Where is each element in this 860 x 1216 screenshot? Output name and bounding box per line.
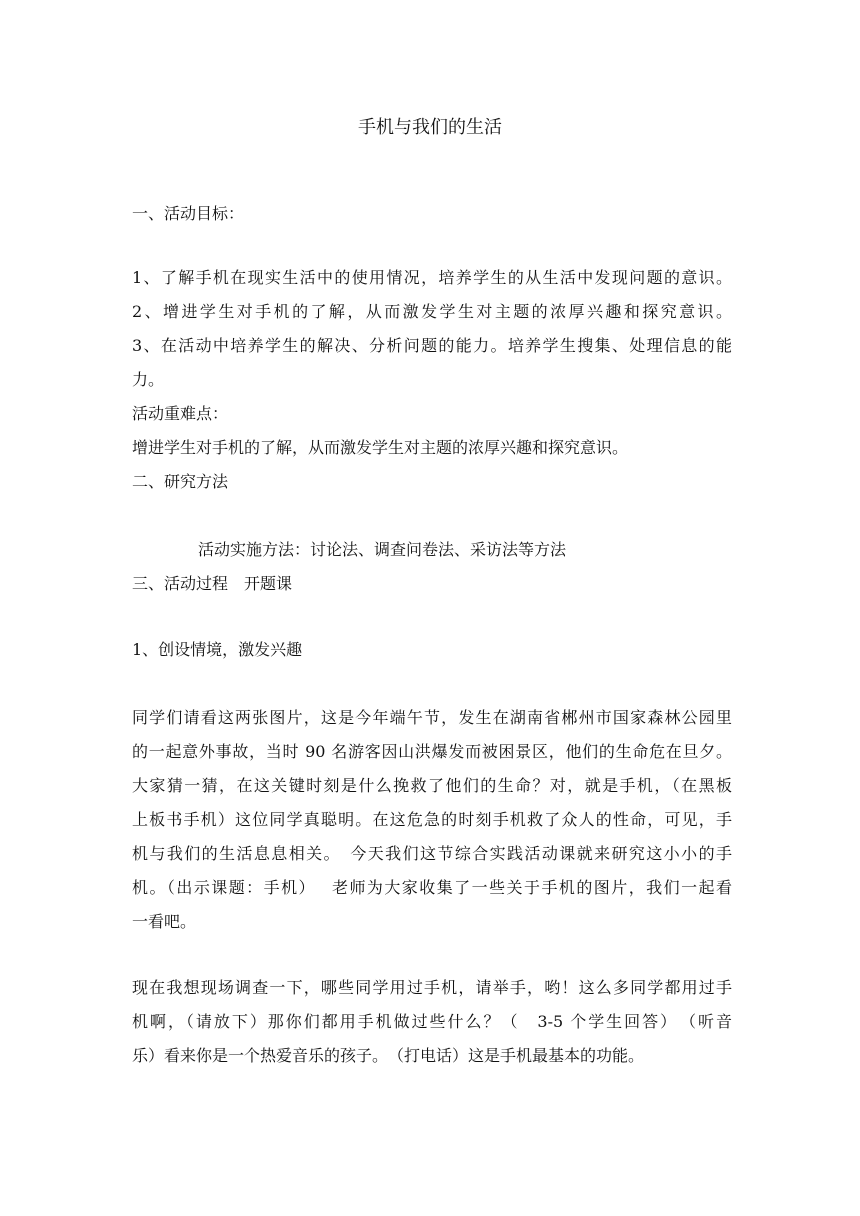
- paragraph-line: 上板书手机）这位同学真聪明。在这危急的时刻手机救了众人的性命，可见，手: [132, 810, 732, 829]
- goal-item-3: 3、在活动中培养学生的解决、分析问题的能力。培养学生搜集、处理信息的能: [132, 336, 732, 355]
- paragraph-line: 的一起意外事故，当时 90 名游客因山洪爆发而被困景区，他们的生命危在旦夕。: [132, 742, 732, 761]
- document-title: 手机与我们的生活: [358, 117, 502, 138]
- goal-item-2: 2、增进学生对手机的了解，从而激发学生对主题的浓厚兴趣和探究意识。: [132, 302, 732, 321]
- paragraph-line: 机。（出示课题：手机） 老师为大家收集了一些关于手机的图片，我们一起看: [132, 878, 732, 897]
- step-heading-1: 1、创设情境，激发兴趣: [132, 640, 303, 659]
- section-heading-methods: 二、研究方法: [132, 472, 229, 491]
- paragraph-line: 乐）看来你是一个热爱音乐的孩子。 （打电话）这是手机最基本的功能。: [132, 1046, 645, 1065]
- goal-item-3-continued: 力。: [132, 370, 165, 389]
- methods-text: 活动实施方法：讨论法、调查问卷法、采访法等方法: [198, 540, 567, 559]
- paragraph-line: 同学们请看这两张图片，这是今年端午节，发生在湖南省郴州市国家森林公园里: [132, 708, 732, 727]
- paragraph-line: 一看吧。: [132, 912, 197, 931]
- section-heading-goals: 一、活动目标：: [132, 204, 245, 223]
- section-heading-process: 三、活动过程 开题课: [132, 574, 293, 593]
- paragraph-line: 大家猜一猜，在这关键时刻是什么挽救了他们的生命？对，就是手机，（在黑板: [132, 776, 732, 795]
- key-points-text: 增进学生对手机的了解，从而激发学生对主题的浓厚兴趣和探究意识。: [132, 438, 629, 457]
- paragraph-line: 现在我想现场调查一下，哪些同学用过手机，请举手，哟！这么多同学都用过手: [132, 978, 732, 997]
- goal-item-1: 1、了解手机在现实生活中的使用情况，培养学生的从生活中发现问题的意识。: [132, 268, 732, 287]
- paragraph-line: 机啊，（请放下）那你们都用手机做过些什么？（ 3-5 个学生回答） （听音: [132, 1012, 732, 1031]
- key-points-heading: 活动重难点：: [132, 404, 229, 423]
- paragraph-line: 机与我们的生活息息相关。 今天我们这节综合实践活动课就来研究这小小的手: [132, 844, 732, 863]
